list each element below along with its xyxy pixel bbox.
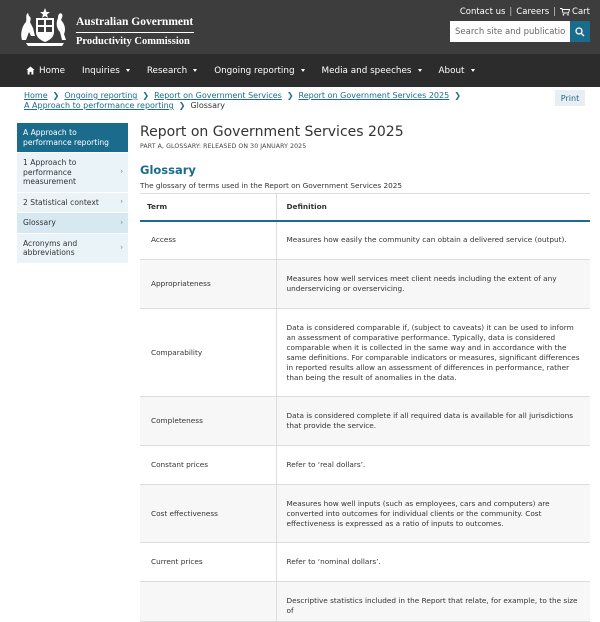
- term-cell: [140, 582, 276, 622]
- term-cell: Completeness: [140, 397, 276, 446]
- term-cell: Constant prices: [140, 446, 276, 485]
- sidebar-item-label: 1 Approach to performance measurement: [23, 158, 77, 186]
- section-title: Glossary: [140, 163, 196, 177]
- sidebar-item-label: Acronyms and abbreviations: [23, 238, 78, 257]
- utility-separator: |: [553, 7, 557, 17]
- column-header-term: Term: [140, 194, 276, 221]
- print-button[interactable]: Print: [555, 90, 585, 106]
- chevron-right-icon: ❯: [454, 91, 461, 100]
- nav-item-research[interactable]: [147, 66, 197, 76]
- cart-link[interactable]: [560, 7, 590, 17]
- definition-cell: Refer to ‘nominal dollars’.: [276, 543, 590, 582]
- breadcrumb-rogs[interactable]: Report on Government Services: [154, 91, 282, 100]
- cart-label: Cart: [572, 7, 590, 17]
- main-nav: [0, 54, 600, 87]
- term-cell: Comparability: [140, 309, 276, 397]
- definition-cell: Refer to ‘real dollars’.: [276, 446, 590, 485]
- breadcrumb-current: Glossary: [190, 101, 226, 110]
- nav-item-inquiries[interactable]: [82, 66, 130, 76]
- nav-label: Media and speeches: [321, 65, 412, 76]
- caret-down-icon: [471, 69, 475, 72]
- nav-label: Inquiries: [81, 65, 120, 76]
- nav-label: Research: [146, 65, 188, 76]
- table-row: [140, 485, 590, 543]
- table-row: [140, 582, 590, 622]
- nav-item-media-and-speeches[interactable]: [322, 66, 422, 76]
- chevron-right-icon: ❯: [52, 91, 60, 100]
- search-icon: [575, 27, 585, 37]
- breadcrumb-rogs-2025[interactable]: Report on Government Services 2025: [298, 91, 450, 100]
- definition-cell: Data is considered complete if all required data is available for all jurisdictions that provide the service.: [276, 397, 590, 446]
- sidebar-item-approach[interactable]: [17, 123, 128, 153]
- nav-label: Home: [39, 65, 65, 76]
- definition-cell: Measures how easily the community can obtain a delivered service (output).: [276, 221, 590, 260]
- nav-item-home[interactable]: [26, 66, 65, 76]
- table-row: [140, 221, 590, 260]
- definition-cell: Data is considered comparable if, (subject to caveats) it can be used to inform an assessment of comparative performance. Typically, data is considered comparable when it is collected in the same way and in accordance with the same definitions. For comparable indicators or measures, significant differences in reported results allow an assessment of differences in performance, rather than being the result of anomalies in the data.: [276, 309, 590, 397]
- breadcrumb: [24, 91, 504, 111]
- contact-us-link[interactable]: Contact us: [459, 7, 506, 17]
- site-logo[interactable]: [16, 6, 194, 48]
- definition-cell: Measures how well inputs (such as employees, cars and computers) are converted into outcomes for individual clients or the community. Cost effectiveness is expressed as a ratio of inputs to outcomes.: [276, 485, 590, 543]
- utility-links: [460, 7, 590, 17]
- utility-separator: |: [509, 7, 513, 17]
- nav-label: Ongoing reporting: [214, 65, 295, 76]
- chevron-right-icon: ❯: [178, 101, 186, 110]
- main-content: [140, 123, 590, 615]
- nav-item-about[interactable]: [439, 66, 475, 76]
- table-header-row: [140, 194, 590, 221]
- chevron-right-icon: ›: [120, 197, 123, 206]
- sidebar-item-statistical-context[interactable]: [17, 193, 128, 214]
- caret-down-icon: [418, 69, 422, 72]
- careers-link[interactable]: Careers: [516, 7, 550, 17]
- sidebar-item-acronyms[interactable]: [17, 234, 128, 264]
- chevron-right-icon: ❯: [142, 91, 150, 100]
- sidebar-item-glossary[interactable]: [17, 213, 128, 234]
- home-icon: [26, 66, 35, 75]
- term-cell: Access: [140, 221, 276, 260]
- page-title: Report on Government Services 2025: [140, 124, 404, 140]
- nav-label: About: [438, 65, 465, 76]
- search-button[interactable]: [570, 21, 590, 42]
- term-cell: Cost effectiveness: [140, 485, 276, 543]
- nav-item-ongoing-reporting[interactable]: [214, 66, 304, 76]
- caret-down-icon: [126, 69, 130, 72]
- chevron-right-icon: ❯: [286, 91, 294, 100]
- government-name: Australian Government: [76, 16, 194, 28]
- commission-name: Productivity Commission: [76, 36, 190, 47]
- breadcrumb-part-a[interactable]: A Approach to performance reporting: [24, 101, 174, 110]
- breadcrumb-ongoing-reporting[interactable]: Ongoing reporting: [64, 91, 138, 100]
- glossary-table: [140, 193, 590, 622]
- table-row: [140, 397, 590, 446]
- section-sidebar: [17, 123, 128, 264]
- table-row: [140, 446, 590, 485]
- sidebar-item-label: 2 Statistical context: [23, 197, 99, 207]
- term-cell: Current prices: [140, 543, 276, 582]
- definition-cell: Measures how well services meet client needs including the extent of any underservicing or overservicing.: [276, 260, 590, 309]
- section-intro: The glossary of terms used in the Report on Government Services 2025: [140, 181, 403, 190]
- sidebar-item-label: A Approach to performance reporting: [23, 128, 109, 147]
- table-row: [140, 309, 590, 397]
- caret-down-icon: [193, 69, 197, 72]
- table-row: [140, 543, 590, 582]
- sidebar-item-label: Glossary: [23, 218, 56, 227]
- sidebar-item-measurement[interactable]: [17, 153, 128, 193]
- term-cell: Appropriateness: [140, 260, 276, 309]
- coat-of-arms-icon: [16, 6, 74, 48]
- column-header-definition: Definition: [276, 194, 590, 221]
- chevron-right-icon: ›: [120, 243, 123, 252]
- caret-down-icon: [301, 69, 305, 72]
- chevron-right-icon: ›: [120, 218, 123, 226]
- search-input[interactable]: [450, 21, 570, 42]
- logo-divider: [76, 32, 194, 33]
- breadcrumb-home[interactable]: Home: [24, 91, 48, 100]
- cart-icon: [560, 8, 570, 16]
- table-row: [140, 260, 590, 309]
- release-meta: PART A, GLOSSARY: RELEASED ON 30 JANUARY 2025: [140, 143, 307, 150]
- chevron-right-icon: ›: [120, 167, 123, 176]
- search-box: [450, 21, 590, 42]
- site-header: [0, 0, 600, 54]
- definition-cell: Descriptive statistics included in the Report that relate, for example, to the size of: [276, 582, 590, 622]
